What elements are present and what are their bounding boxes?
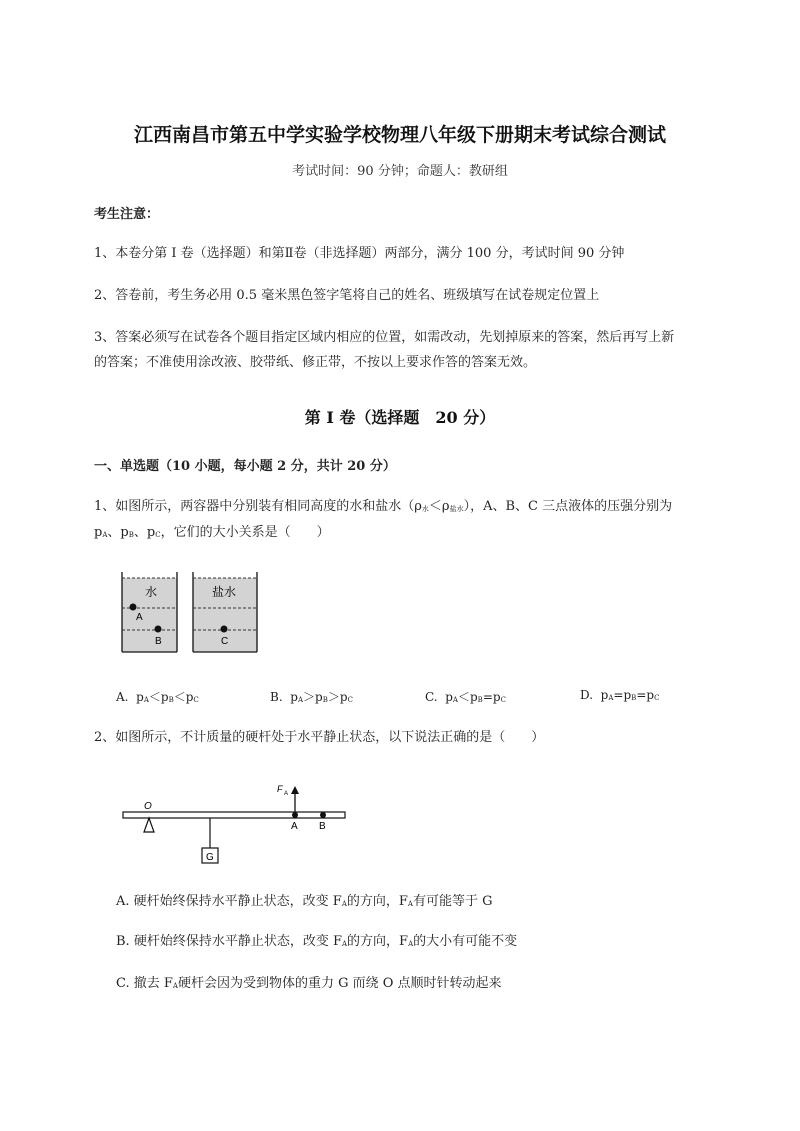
q2-option-b[interactable] xyxy=(116,930,517,956)
option-op: ＞p xyxy=(303,690,323,704)
label-f: F xyxy=(277,784,283,794)
q1-containers-figure xyxy=(115,568,265,658)
exam-subtitle: 考试时间：90 分钟；命题人：教研组 xyxy=(292,164,508,179)
notice-item-3-line-2: 的答案；不准使用涂改液、胶带纸、修正带，不按以上要求作答的答案无效。 xyxy=(94,355,537,370)
option-sub: C xyxy=(347,696,353,704)
point-b-dot xyxy=(320,812,326,818)
question-1-line-2 xyxy=(94,521,330,547)
option-sub: A xyxy=(341,900,347,908)
q1-sub-water: 水 xyxy=(421,505,429,513)
q1-less-than: ＜ρ xyxy=(428,499,450,514)
q1-option-a[interactable] xyxy=(116,688,199,705)
option-text: 的方向，F xyxy=(347,934,409,949)
option-text: 有可能等于 G xyxy=(412,894,493,909)
q1-pc: 、p xyxy=(133,525,156,540)
option-p: p xyxy=(136,690,144,704)
option-text: 硬杆会因为受到物体的重力 G 而绕 O 点顺时针转动起来 xyxy=(177,976,502,991)
q2-option-c[interactable] xyxy=(116,972,502,998)
option-letter: C. xyxy=(425,690,438,704)
lever-bar xyxy=(123,812,345,818)
option-letter: D. xyxy=(580,688,594,702)
label-salt-water: 盐水 xyxy=(212,585,237,599)
question-1-line-1 xyxy=(94,495,672,521)
point-a-dot xyxy=(292,812,298,818)
q1-pa: p xyxy=(94,525,103,540)
q1-line2-tail: ，它们的大小关系是（ ） xyxy=(160,525,330,540)
option-text: B. 硬杆始终保持水平静止状态，改变 F xyxy=(116,934,342,949)
option-text: 的方向，F xyxy=(346,894,408,909)
q2-option-a[interactable] xyxy=(116,890,493,916)
notice-item-3-line-1: 3、答案必须写在试卷各个题目指定区域内相应的位置，如需改动，先划掉原来的答案，然后再写上新 xyxy=(94,330,675,345)
label-f-sub: A xyxy=(284,791,289,797)
option-sub: A xyxy=(143,696,149,704)
option-text: A. 硬杆始终保持水平静止状态，改变 F xyxy=(116,894,342,909)
option-sub: A xyxy=(407,900,413,908)
section-title: 第 I 卷（选择题 20 分） xyxy=(304,408,496,427)
option-text: 的大小有可能不变 xyxy=(413,934,518,949)
label-point-c: C xyxy=(221,636,229,647)
notice-heading: 考生注意： xyxy=(94,207,160,222)
option-op: =p xyxy=(613,688,632,702)
notice-item-2: 2、答卷前，考生务必用 0.5 毫米黑色签字笔将自己的姓名、班级填写在试卷规定位置上 xyxy=(94,288,600,303)
label-point-b: B xyxy=(155,636,162,647)
option-sub: A xyxy=(341,940,348,948)
label-water: 水 xyxy=(145,585,158,599)
q1-sub-a: A xyxy=(102,531,108,539)
label-point-a: A xyxy=(136,612,143,623)
option-sub: C xyxy=(654,694,660,702)
q1-sub-b: B xyxy=(128,531,134,539)
label-g: G xyxy=(206,852,214,863)
option-letter: A. xyxy=(116,690,129,704)
option-sub: A xyxy=(172,982,178,990)
option-sub: C xyxy=(193,696,199,704)
label-point-a: A xyxy=(291,821,298,832)
option-sub: A xyxy=(408,940,414,948)
option-sub: A xyxy=(452,696,458,704)
page-title: 江西南昌市第五中学实验学校物理八年级下册期末考试综合测试 xyxy=(133,124,666,146)
q1-option-b[interactable] xyxy=(270,688,353,705)
q1-text-start: 1、如图所示，两容器中分别装有相同高度的水和盐水（ρ xyxy=(94,499,422,514)
q1-text-end: ），A、B、C 三点液体的压强分别为 xyxy=(463,499,673,514)
q1-sub-salt: 盐水 xyxy=(449,505,464,513)
point-c-dot xyxy=(221,626,228,633)
option-op: ＜p xyxy=(457,690,478,704)
option-sub: B xyxy=(631,694,637,702)
option-op: ＜p xyxy=(173,690,194,704)
option-op: ＜p xyxy=(148,690,169,704)
label-point-b: B xyxy=(319,821,326,832)
part-heading: 一、单选题（10 小题，每小题 2 分，共计 20 分） xyxy=(94,459,396,474)
option-sub: C xyxy=(500,696,506,704)
option-sub: A xyxy=(608,694,614,702)
option-letter: B. xyxy=(270,690,283,704)
option-op: =p xyxy=(482,690,501,704)
point-b-dot xyxy=(155,626,162,633)
question-2-text: 2、如图所示，不计质量的硬杆处于水平静止状态，以下说法正确的是（ ） xyxy=(94,730,545,745)
option-sub: B xyxy=(168,696,174,704)
option-text: C. 撤去 F xyxy=(116,976,173,991)
q1-pb: 、p xyxy=(107,525,129,540)
option-sub: B xyxy=(322,696,328,704)
notice-item-1: 1、本卷分第 I 卷（选择题）和第Ⅱ卷（非选择题）两部分，满分 100 分，考试时间 90 分钟 xyxy=(94,246,625,261)
option-sub: A xyxy=(297,696,304,704)
q1-option-c[interactable] xyxy=(425,688,506,705)
force-arrow-head xyxy=(291,786,299,794)
option-p: p xyxy=(600,688,609,702)
q1-option-d[interactable] xyxy=(580,688,659,702)
point-a-dot xyxy=(130,604,137,611)
label-o: O xyxy=(144,801,152,812)
option-p: p xyxy=(290,690,298,704)
q2-lever-figure xyxy=(115,778,355,868)
option-op: ＞p xyxy=(327,690,348,704)
option-op: =p xyxy=(636,688,655,702)
option-sub: B xyxy=(477,696,483,704)
fulcrum xyxy=(144,818,154,832)
q1-sub-c: C xyxy=(155,531,161,539)
option-p: p xyxy=(445,690,453,704)
